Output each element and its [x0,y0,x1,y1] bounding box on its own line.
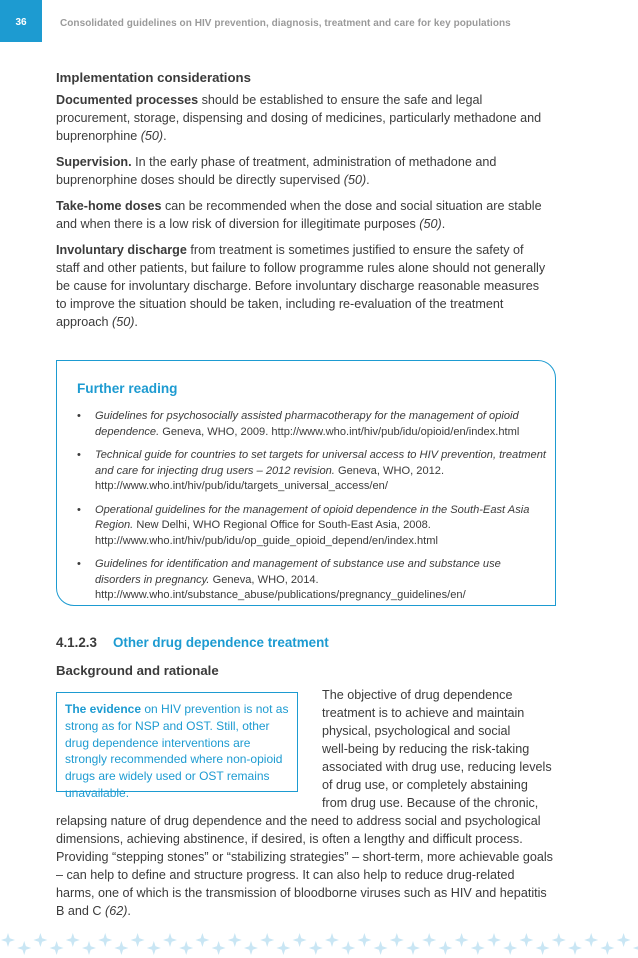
star-icon [552,933,566,947]
reading-item: • Technical guide for countries to set targets for universal access to HIV prevention, treatment and care for injecting drug users – 2012 revision. Geneva, WHO, 2012. http://www.who.int/hiv/pub/idu/targets_universal_access/en/ [77,449,546,492]
reading-item: • Guidelines for psychosocially assisted pharmacotherapy for the management of opioid dependence. Geneva, WHO, 2009. http://www.who.int/hiv/pub/idu/opioid/en/index.html [77,410,520,438]
star-icon [455,933,469,947]
star-icon [98,933,112,947]
star-icon [341,941,355,955]
further-reading-box [56,360,556,606]
star-icon [276,941,290,955]
star-icon [1,933,15,947]
section-number: 4.1.2.3 [56,635,97,650]
star-icon [33,933,47,947]
page-number-tab [0,0,42,42]
star-icon [584,933,598,947]
further-reading-list [77,409,547,612]
star-icon [406,941,420,955]
body-continuation-text: relapsing nature of drug dependence and the need to address social and psychological dimensions, achieving abstinence, if desired, is often a lengthy and difficult process. Providing “stepping stones” or “stabilizing strategies” – short-term, more achievable goals – can help to define and structure progress. It can also help to reduce drug-related harms, one of which is the transmission of bloodborne viruses such as HIV and hepatitis B and C (62). [56,814,553,918]
bullet-icon: • [77,503,81,516]
paragraph-documented-processes: Documented processes should be established to ensure the safe and legal procurement, storage, dispensing and dosing of medicines, particularly methadone and buprenorphine (50). [56,93,542,143]
star-icon [179,941,193,955]
running-title: Consolidated guidelines on HIV prevention, diagnosis, treatment and care for key populations [60,18,511,29]
paragraph-take-home-doses: Take-home doses can be recommended when the dose and social situation are stable and when there is a low risk of diversion for illegitimate purposes (50). [56,199,542,231]
bullet-icon: • [77,449,81,461]
star-icon [617,933,631,947]
star-icon [163,933,177,947]
bullet-icon: • [77,558,81,570]
paragraph-involuntary-discharge: Involuntary discharge from treatment is sometimes justified to ensure the safety of staff and other patients, but failure to follow programme rules alone should not generally be cause for involuntary discharge. Before involuntary discharge reasonable measures to improve the situation should be taken, including re-evaluation of the treatment approach (50). [56,243,546,329]
paragraph-supervision: Supervision. In the early phase of treatment, administration of methadone and buprenorphine doses should be directly supervised (50). [56,155,497,187]
section-title: Other drug dependence treatment [112,635,329,650]
star-icon [503,941,517,955]
evidence-callout: The evidence on HIV prevention is not as strong as for NSP and OST. Still, other drug dependence interventions are strongly recommended where non-opioid drugs are widely used or OST remains unavailable. [56,692,298,792]
body-column-text: The objective of drug dependence treatment is to achieve and maintain physical, psychological and social well-being by reducing the risk-taking associated with drug use, reducing levels of drug use, or completely abstaining from drug use. Because of the chronic, [322,688,552,810]
implementation-section [56,70,548,339]
star-icon [471,941,485,955]
star-icon [195,933,209,947]
star-icon [325,933,339,947]
star-icon [309,941,323,955]
star-icon [487,933,501,947]
decorative-star-border [0,928,638,958]
background-heading: Background and rationale [56,663,219,678]
star-icon [568,941,582,955]
implementation-heading: Implementation considerations [56,70,251,85]
star-icon [390,933,404,947]
star-icon [422,933,436,947]
star-icon [260,933,274,947]
page-number: 36 [15,17,27,28]
star-icon [293,933,307,947]
star-icon [357,933,371,947]
reading-item: • Guidelines for identification and management of substance use and substance use disorders in pregnancy. Geneva, WHO, 2014. http://www.who.int/substance_abuse/publications/pregnancy_guidelines/en/ [77,558,501,601]
star-icon [114,941,128,955]
star-icon [244,941,258,955]
star-icon [438,941,452,955]
star-icon [131,933,145,947]
star-icon [50,941,64,955]
section-heading [56,635,329,650]
star-icon [633,941,638,955]
star-icon [536,941,550,955]
further-reading-title: Further reading [77,381,178,396]
star-icon [66,933,80,947]
star-icon [374,941,388,955]
star-icon [519,933,533,947]
star-icon [82,941,96,955]
reading-item: • Operational guidelines for the management of opioid dependence in the South-East Asia Region. New Delhi, WHO Regional Office for South-East Asia, 2008. http://www.who.int/hiv/pub/idu/op_guide_opioid_depend/en/index.html [77,503,530,547]
star-icon [600,941,614,955]
star-icon [17,941,31,955]
star-icon [212,941,226,955]
star-icon [147,941,161,955]
star-icon [228,933,242,947]
bullet-icon: • [77,410,81,422]
